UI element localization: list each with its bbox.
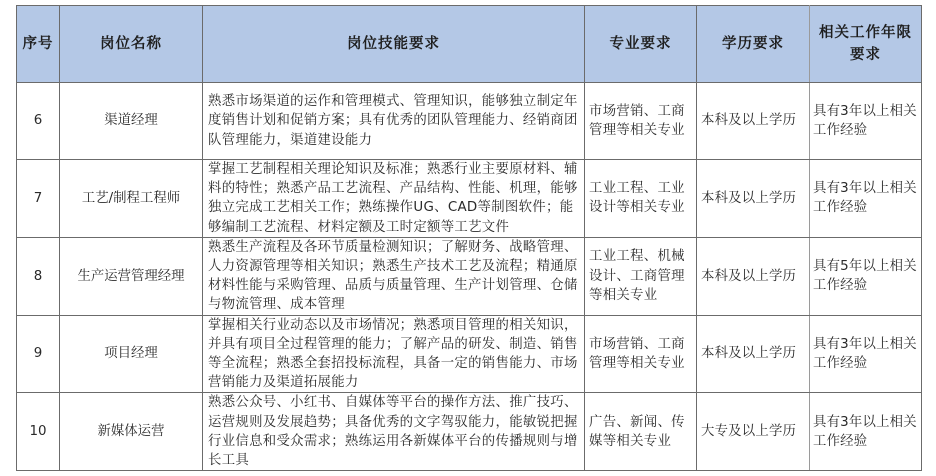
cell-major: 广告、新闻、传媒等相关专业 xyxy=(585,393,697,471)
cell-major: 工业工程、工业设计等相关专业 xyxy=(585,160,697,238)
cell-education: 本科及以上学历 xyxy=(697,237,810,315)
header-education: 学历要求 xyxy=(697,6,810,83)
cell-experience: 具有3年以上相关工作经验 xyxy=(810,83,922,160)
cell-skills: 熟悉公众号、小红书、自媒体等平台的操作方法、推广技巧、运营规则及发展趋势；具备优秀的文字驾驭能力，能敏锐把握行业信息和受众需求；熟练运用各新媒体平台的传播规则与增长工具 xyxy=(203,393,585,471)
header-experience xyxy=(810,6,922,83)
job-requirements-table xyxy=(16,5,922,471)
cell-experience: 具有3年以上相关工作经验 xyxy=(810,315,922,393)
cell-index: 6 xyxy=(17,83,60,160)
cell-position: 生产运营管理经理 xyxy=(60,237,203,315)
table-row xyxy=(17,237,922,315)
cell-skills: 熟悉市场渠道的运作和管理模式、管理知识，能够独立制定年度销售计划和促销方案；具有优秀的团队管理能力、经销商团队管理能力，渠道建设能力 xyxy=(203,83,585,160)
cell-index: 8 xyxy=(17,237,60,315)
cell-skills: 掌握工艺制程相关理论知识及标准；熟悉行业主要原材料、辅料的特性；熟悉产品工艺流程、产品结构、性能、机理，能够独立完成工艺相关工作；熟练操作UG、CAD等制图软件；能够编制工艺流程、材料定额及工时定额等工艺文件 xyxy=(203,160,585,238)
cell-experience: 具有3年以上相关工作经验 xyxy=(810,160,922,238)
table-row xyxy=(17,83,922,160)
cell-position: 渠道经理 xyxy=(60,83,203,160)
cell-major: 工业工程、机械设计、工商管理等相关专业 xyxy=(585,237,697,315)
cell-experience: 具有3年以上相关工作经验 xyxy=(810,393,922,471)
cell-education: 大专及以上学历 xyxy=(697,393,810,471)
header-position: 岗位名称 xyxy=(60,6,203,83)
table-row xyxy=(17,315,922,393)
cell-major: 市场营销、工商管理等相关专业 xyxy=(585,315,697,393)
cell-skills: 掌握相关行业动态以及市场情况；熟悉项目管理的相关知识，并具有项目全过程管理的能力；了解产品的研发、制造、销售等全流程；熟悉全套招投标流程，具备一定的销售能力、市场营销能力及渠道拓展能力 xyxy=(203,315,585,393)
cell-education: 本科及以上学历 xyxy=(697,83,810,160)
header-major: 专业要求 xyxy=(585,6,697,83)
cell-position: 新媒体运营 xyxy=(60,393,203,471)
cell-position: 工艺/制程工程师 xyxy=(60,160,203,238)
cell-experience: 具有5年以上相关工作经验 xyxy=(810,237,922,315)
cell-education: 本科及以上学历 xyxy=(697,315,810,393)
table-row xyxy=(17,160,922,238)
header-experience-label: 相关工作年限要求 xyxy=(819,25,912,63)
cell-index: 9 xyxy=(17,315,60,393)
cell-skills: 熟悉生产流程及各环节质量检测知识；了解财务、战略管理、人力资源管理等相关知识；熟悉生产技术工艺及流程；精通原材料性能与采购管理、品质与质量管理、生产计划管理、仓储与物流管理、成本管理 xyxy=(203,237,585,315)
table-row xyxy=(17,393,922,471)
cell-education: 本科及以上学历 xyxy=(697,160,810,238)
header-skills: 岗位技能要求 xyxy=(203,6,585,83)
header-index: 序号 xyxy=(17,6,60,83)
cell-position: 项目经理 xyxy=(60,315,203,393)
cell-index: 7 xyxy=(17,160,60,238)
header-row xyxy=(17,6,922,83)
cell-major: 市场营销、工商管理等相关专业 xyxy=(585,83,697,160)
cell-index: 10 xyxy=(17,393,60,471)
